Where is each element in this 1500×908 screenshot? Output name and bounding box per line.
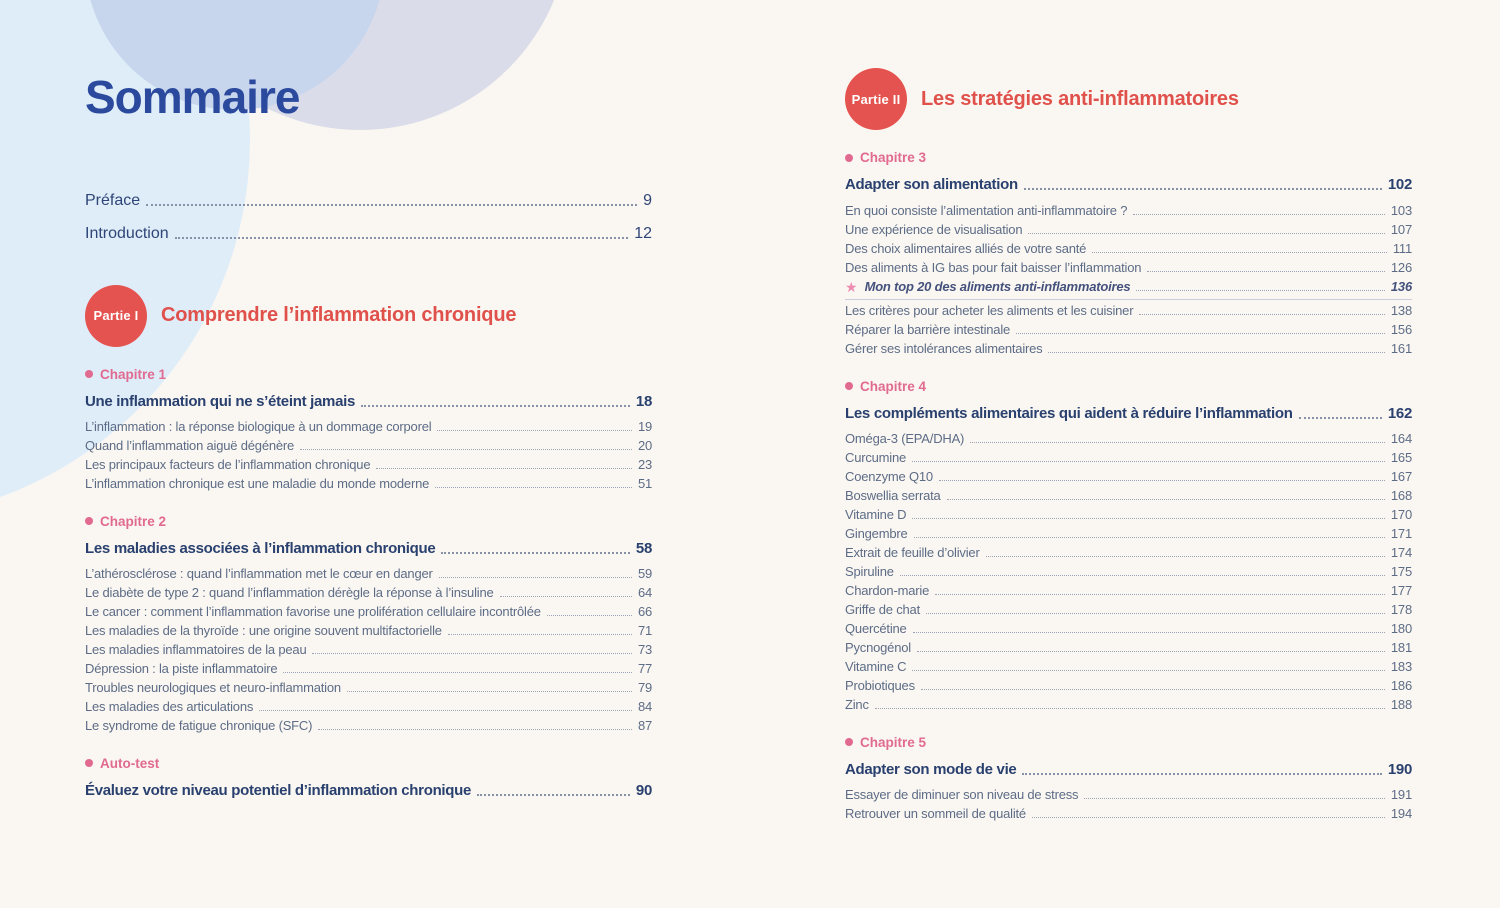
chapter-kicker-label: Chapitre 5 [860, 734, 927, 750]
toc-entry-row [85, 622, 652, 641]
entry-label: Les critères pour acheter les aliments et les cuisiner [845, 303, 1134, 318]
toc-entry-row [845, 220, 1412, 239]
entry-label: Des aliments à IG bas pour fait baisser l’inflammation [845, 259, 1142, 275]
entry-label: L’athérosclérose : quand l’inflammation met le cœur en danger [85, 566, 433, 582]
dot-leader [175, 237, 629, 239]
chapter-kicker-label: Auto-test [100, 755, 160, 771]
entry-page-number: 20 [637, 438, 652, 454]
dot-leader [376, 468, 632, 469]
chapter-title: Les compléments alimentaires qui aident à réduire l’inflammation [845, 404, 1293, 422]
entry-page-number: 177 [1390, 583, 1412, 598]
entry-page-number: 188 [1390, 697, 1412, 712]
dot-leader [1028, 233, 1385, 234]
dot-leader [1147, 271, 1385, 272]
dot-leader [1024, 188, 1382, 190]
dot-leader [1139, 314, 1385, 315]
chapter-page-number: 58 [635, 539, 652, 557]
chapter-section [845, 378, 1412, 715]
front-matter-page-number: 12 [634, 225, 652, 243]
chapter-kicker [85, 513, 652, 530]
part-header [845, 68, 1412, 130]
entry-page-number: 23 [637, 457, 652, 473]
dot-leader [875, 708, 1385, 709]
chapter-title: Évaluez votre niveau potentiel d’inflammation chronique [85, 781, 472, 799]
bullet-dot-icon [845, 154, 853, 162]
toc-entry-row [85, 584, 652, 603]
part-header [85, 285, 652, 347]
dot-leader [1133, 214, 1385, 215]
chapter-page-number: 18 [635, 392, 652, 410]
dot-leader [912, 461, 1385, 462]
star-icon: ★ [845, 278, 858, 295]
entry-label: L’inflammation chronique est une maladie du monde moderne [85, 476, 430, 492]
toc-entry-row [845, 658, 1412, 677]
entry-label: Le cancer : comment l’inflammation favorise une prolifération cellulaire incontrôlée [85, 604, 541, 620]
entry-label: Dépression : la piste inflammatoire [85, 661, 278, 677]
dot-leader [435, 487, 632, 488]
entry-page-number: 71 [637, 623, 652, 639]
entry-label: Les maladies de la thyroïde : une origine souvent multifactorielle [85, 623, 442, 639]
part-section [845, 68, 1412, 824]
entry-label: Gérer ses intolérances alimentaires [845, 341, 1043, 356]
toc-entry-row [845, 340, 1412, 359]
toc-entry-row [85, 717, 652, 736]
entry-label: Chardon-marie [845, 583, 930, 598]
chapter-entries [845, 430, 1412, 715]
toc-entry-row [845, 544, 1412, 563]
entry-page-number: 59 [637, 566, 652, 582]
dot-leader [259, 710, 632, 711]
chapter-title-row [85, 779, 652, 802]
entry-page-number: 168 [1390, 488, 1412, 503]
toc-entry-row [85, 475, 652, 494]
entry-label: Oméga-3 (EPA/DHA) [845, 431, 965, 446]
toc-entry-row [845, 487, 1412, 506]
toc-entry-row [85, 660, 652, 679]
entry-page-number: 167 [1390, 469, 1412, 484]
dot-leader [1048, 352, 1384, 353]
entry-page-number: 77 [637, 661, 652, 677]
entry-page-number: 64 [637, 585, 652, 601]
entry-page-number: 84 [637, 699, 652, 715]
entry-label: Vitamine D [845, 507, 907, 522]
entry-label: Essayer de diminuer son niveau de stress [845, 787, 1079, 802]
toc-entry-row [845, 258, 1412, 277]
entry-label: Quand l’inflammation aiguë dégénère [85, 438, 295, 454]
entry-label: Les principaux facteurs de l’inflammation chronique [85, 457, 371, 473]
dot-leader [439, 577, 632, 578]
bullet-dot-icon [85, 759, 93, 767]
entry-page-number: 87 [637, 718, 652, 734]
dot-leader [283, 672, 632, 673]
entry-page-number: 186 [1390, 678, 1412, 693]
chapter-title-row [845, 173, 1412, 196]
entry-page-number: 156 [1390, 322, 1412, 337]
chapter-title-row [845, 402, 1412, 425]
bullet-dot-icon [85, 370, 93, 378]
toc-entry-row [845, 805, 1412, 824]
entry-page-number: 180 [1390, 621, 1412, 636]
chapter-page-number: 90 [635, 781, 652, 799]
entry-page-number: 175 [1390, 564, 1412, 579]
dot-leader [917, 651, 1385, 652]
dot-leader [912, 670, 1385, 671]
toc-entry-row [845, 430, 1412, 449]
toc-entry-row [845, 277, 1412, 300]
toc-entry-row [85, 698, 652, 717]
toc-entry-row [845, 525, 1412, 544]
chapter-title: Adapter son alimentation [845, 176, 1018, 193]
entry-label: Extrait de feuille d’olivier [845, 545, 980, 560]
chapter-entries [85, 418, 652, 494]
entry-page-number: 111 [1392, 240, 1412, 256]
entry-label: Vitamine C [845, 659, 907, 674]
chapter-kicker-label: Chapitre 3 [860, 150, 927, 165]
dot-leader [1016, 333, 1385, 334]
entry-page-number: 181 [1390, 640, 1412, 655]
entry-page-number: 183 [1390, 659, 1412, 674]
dot-leader [939, 480, 1385, 481]
part-badge: Partie II [845, 68, 907, 130]
dot-leader [347, 691, 632, 692]
chapter-section [85, 366, 652, 494]
entry-label: Gingembre [845, 526, 908, 541]
chapter-title: Une inflammation qui ne s’éteint jamais [85, 392, 356, 410]
chapter-title: Adapter son mode de vie [845, 760, 1017, 778]
entry-page-number: 194 [1390, 806, 1412, 821]
chapter-title: Les maladies associées à l’inflammation chronique [85, 539, 436, 557]
dot-leader [1092, 252, 1387, 253]
entry-label: L’inflammation : la réponse biologique à un dommage corporel [85, 419, 432, 435]
entry-label: Coenzyme Q10 [845, 469, 933, 484]
entry-label: Réparer la barrière intestinale [845, 322, 1011, 337]
toc-entry-row [845, 302, 1412, 321]
entry-page-number: 191 [1390, 787, 1412, 802]
entry-label: Les maladies inflammatoires de la peau [85, 642, 307, 658]
chapter-entries [845, 201, 1412, 359]
entry-page-number: 107 [1390, 221, 1412, 237]
entry-label: En quoi consiste l’alimentation anti-inflammatoire ? [845, 202, 1128, 218]
dot-leader [312, 653, 631, 654]
entry-page-number: 174 [1390, 545, 1412, 560]
front-matter-page-number: 9 [643, 192, 652, 210]
entry-page-number: 79 [637, 680, 652, 696]
chapter-title-row [845, 758, 1412, 781]
chapter-section [845, 734, 1412, 824]
entry-page-number: 126 [1390, 259, 1412, 275]
toc-entry-row [845, 639, 1412, 658]
entry-label: Le diabète de type 2 : quand l’inflammation dérègle la réponse à l’insuline [85, 585, 494, 601]
chapter-page-number: 102 [1387, 176, 1412, 193]
entry-page-number: 73 [637, 642, 652, 658]
entry-label: Boswellia serrata [845, 488, 941, 503]
toc-entry-row [845, 677, 1412, 696]
dot-leader [1136, 290, 1384, 291]
chapter-kicker-label: Chapitre 2 [100, 513, 167, 529]
chapter-section [845, 149, 1412, 359]
entry-page-number: 171 [1390, 526, 1412, 541]
dot-leader [441, 552, 629, 554]
entry-label: Curcumine [845, 450, 907, 465]
chapter-title-row [85, 537, 652, 560]
toc-entry-row [845, 468, 1412, 487]
front-matter-label: Préface [85, 192, 141, 210]
entry-label: Des choix alimentaires alliés de votre santé [845, 240, 1087, 256]
entry-page-number: 51 [637, 476, 652, 492]
entry-label: Quercétine [845, 621, 907, 636]
entry-page-number: 136 [1390, 278, 1412, 294]
dot-leader [914, 537, 1385, 538]
entry-label: Probiotiques [845, 678, 915, 693]
toc-entry-row [845, 786, 1412, 805]
chapter-kicker-label: Chapitre 1 [100, 366, 167, 382]
dot-leader [1084, 798, 1385, 799]
dot-leader [146, 204, 637, 206]
entry-label: Pycnogénol [845, 640, 911, 655]
entry-page-number: 103 [1390, 202, 1412, 218]
toc-entry-row [85, 456, 652, 475]
dot-leader [926, 613, 1385, 614]
chapter-page-number: 162 [1387, 404, 1412, 422]
dot-leader [477, 794, 630, 796]
chapter-kicker [845, 378, 1412, 395]
part-one-container [85, 285, 652, 802]
front-matter-row [85, 185, 652, 218]
entry-label: Retrouver un sommeil de qualité [845, 806, 1026, 821]
dot-leader [448, 634, 632, 635]
toc-entry-row [845, 696, 1412, 715]
dot-leader [947, 499, 1385, 500]
toc-entry-row [845, 563, 1412, 582]
toc-entry-row [85, 641, 652, 660]
dot-leader [500, 596, 632, 597]
chapter-kicker [85, 366, 652, 383]
dot-leader [970, 442, 1385, 443]
toc-entry-row [85, 603, 652, 622]
page-title: Sommaire [85, 71, 300, 123]
front-matter-list [85, 185, 652, 251]
entry-label: Troubles neurologiques et neuro-inflammation [85, 680, 341, 696]
toc-entry-row [85, 679, 652, 698]
right-page-column [845, 0, 1412, 824]
chapter-kicker [85, 755, 652, 772]
bullet-dot-icon [85, 517, 93, 525]
toc-entry-row [85, 418, 652, 437]
toc-entry-row [85, 565, 652, 584]
toc-entry-row [845, 506, 1412, 525]
part-section [85, 285, 652, 802]
entry-page-number: 19 [637, 419, 652, 435]
toc-entry-row [85, 437, 652, 456]
entry-label: Griffe de chat [845, 602, 921, 617]
toc-entry-row [845, 239, 1412, 258]
dot-leader [300, 449, 632, 450]
entry-label: Une expérience de visualisation [845, 221, 1023, 237]
dot-leader [547, 615, 632, 616]
entry-page-number: 138 [1390, 303, 1412, 318]
front-matter-label: Introduction [85, 225, 169, 243]
entry-page-number: 161 [1390, 341, 1412, 356]
dot-leader [318, 729, 632, 730]
bullet-dot-icon [845, 738, 853, 746]
dot-leader [986, 556, 1385, 557]
dot-leader [437, 430, 631, 431]
front-matter-row [85, 218, 652, 251]
chapter-page-number: 190 [1387, 760, 1412, 778]
dot-leader [921, 689, 1385, 690]
dot-leader [1032, 817, 1385, 818]
part-title: Comprendre l’inflammation chronique [161, 304, 517, 327]
chapter-kicker [845, 149, 1412, 166]
chapter-title-row [85, 390, 652, 413]
dot-leader [1022, 773, 1381, 775]
chapter-section [85, 513, 652, 736]
entry-page-number: 178 [1390, 602, 1412, 617]
dot-leader [1299, 417, 1382, 419]
entry-label: Spiruline [845, 564, 894, 579]
entry-page-number: 164 [1390, 431, 1412, 446]
entry-label: Le syndrome de fatigue chronique (SFC) [85, 718, 313, 734]
toc-entry-row [845, 601, 1412, 620]
toc-entry-row [845, 449, 1412, 468]
dot-leader [912, 518, 1385, 519]
entry-page-number: 170 [1390, 507, 1412, 522]
bullet-dot-icon [845, 382, 853, 390]
dot-leader [361, 405, 630, 407]
entry-page-number: 165 [1390, 450, 1412, 465]
chapter-kicker [845, 734, 1412, 751]
entry-label: Les maladies des articulations [85, 699, 254, 715]
chapter-kicker-label: Chapitre 4 [860, 378, 927, 394]
part-badge: Partie I [85, 285, 147, 347]
dot-leader [935, 594, 1385, 595]
entry-page-number: 66 [637, 604, 652, 620]
toc-entry-row [845, 201, 1412, 220]
left-page-column [85, 0, 652, 807]
toc-entry-row [845, 620, 1412, 639]
dot-leader [913, 632, 1385, 633]
toc-entry-row [845, 321, 1412, 340]
entry-label: Zinc [845, 697, 869, 712]
chapter-section [85, 755, 652, 802]
dot-leader [900, 575, 1385, 576]
chapter-entries [845, 786, 1412, 824]
part-title: Les stratégies anti-inflammatoires [921, 87, 1239, 110]
chapter-entries [85, 565, 652, 736]
entry-label: Mon top 20 des aliments anti-inflammatoires [864, 278, 1131, 294]
toc-entry-row [845, 582, 1412, 601]
part-two-container [845, 68, 1412, 824]
